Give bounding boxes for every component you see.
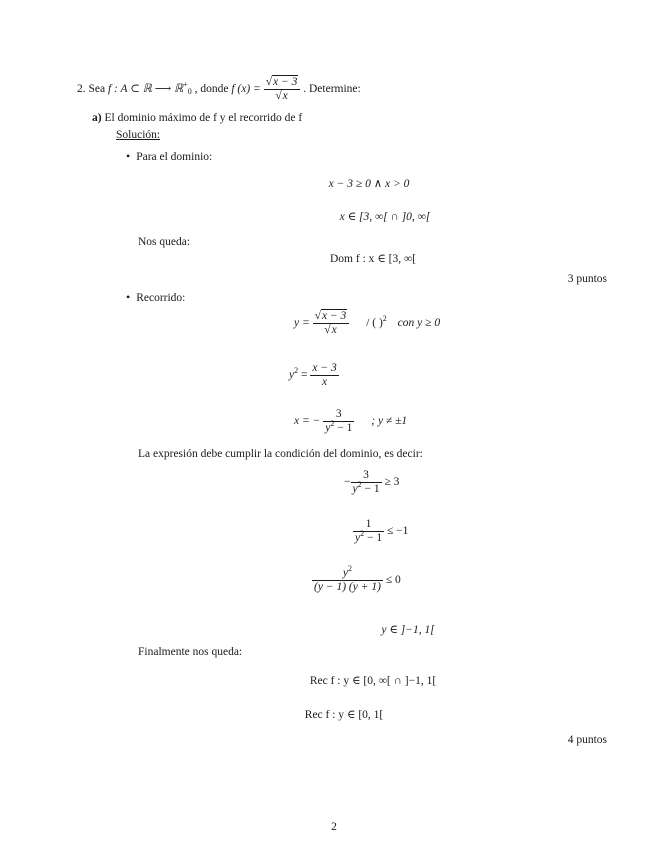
range-eq1: y = $\frac{√x - 3}{√x}$ / ( )$^2$ con y ≥ 0 [294,310,441,336]
range-result-2: Rec f : y ∈ [0, 1[ [304,709,384,721]
problem-number: 2. [77,83,86,96]
range-bullet: • Recorrido: [126,290,186,304]
function-definition-fraction: $\frac{√x - 3}{√x}$ [264,76,301,103]
solution-label: Solución: [116,129,161,141]
nos-queda-text: Nos queda: [138,236,191,248]
domain-result: Dom f : x ∈ [3, ∞[ [329,253,417,265]
condition-text: La expresión debe cumplir la condición del dominio, es decir: [138,448,423,460]
problem-statement: 2. Sea f : A ⊂ ℝ ⟶ ℝ+$_0$ , donde f (x) = $\frac{√x - 3}{√x}$ . Determine: [77,76,361,102]
range-ineq3: $\frac{y^2}{(y - 1) (y + 1)}$ ≤ 0 [314,564,401,593]
range-eq2: $y^2$ = $\frac{x - 3}{x}$ [289,362,337,388]
domain-eq2: x ∈ [3, ∞[ ∩ ]0, ∞[ [339,211,431,223]
range-ineq1: − $\frac{3}{y^2 - 1}$ ≥ 3 [344,469,400,495]
bullet-icon: • [126,290,131,304]
ineq-result: y ∈ ]−1, 1[ [381,624,435,636]
range-eq3: x = − $\frac{3}{y^2 - 1}$ ; y ≠ ±1 [294,408,408,434]
range-result-1: Rec f : y ∈ [0, ∞[ ∩ ]−1, 1[ [309,675,437,687]
part-a-label: a) [92,112,102,124]
page-number: 2 [331,821,337,833]
domain-points: 3 puntos [567,273,607,285]
domain-eq1: x − 3 ≥ 0 ∧ x > 0 [328,178,410,190]
finally-text: Finalmente nos queda: [138,646,243,658]
bullet-icon: • [126,149,131,163]
part-a-heading: a) El dominio máximo de f y el recorrido de f [92,112,303,124]
range-ineq2: $\frac{1}{y^2 - 1}$ ≤ −1 [355,518,409,544]
domain-bullet: • Para el dominio: [126,149,213,163]
function-mapping: f : A ⊂ ℝ ⟶ ℝ [107,83,184,96]
range-points: 4 puntos [567,734,607,746]
